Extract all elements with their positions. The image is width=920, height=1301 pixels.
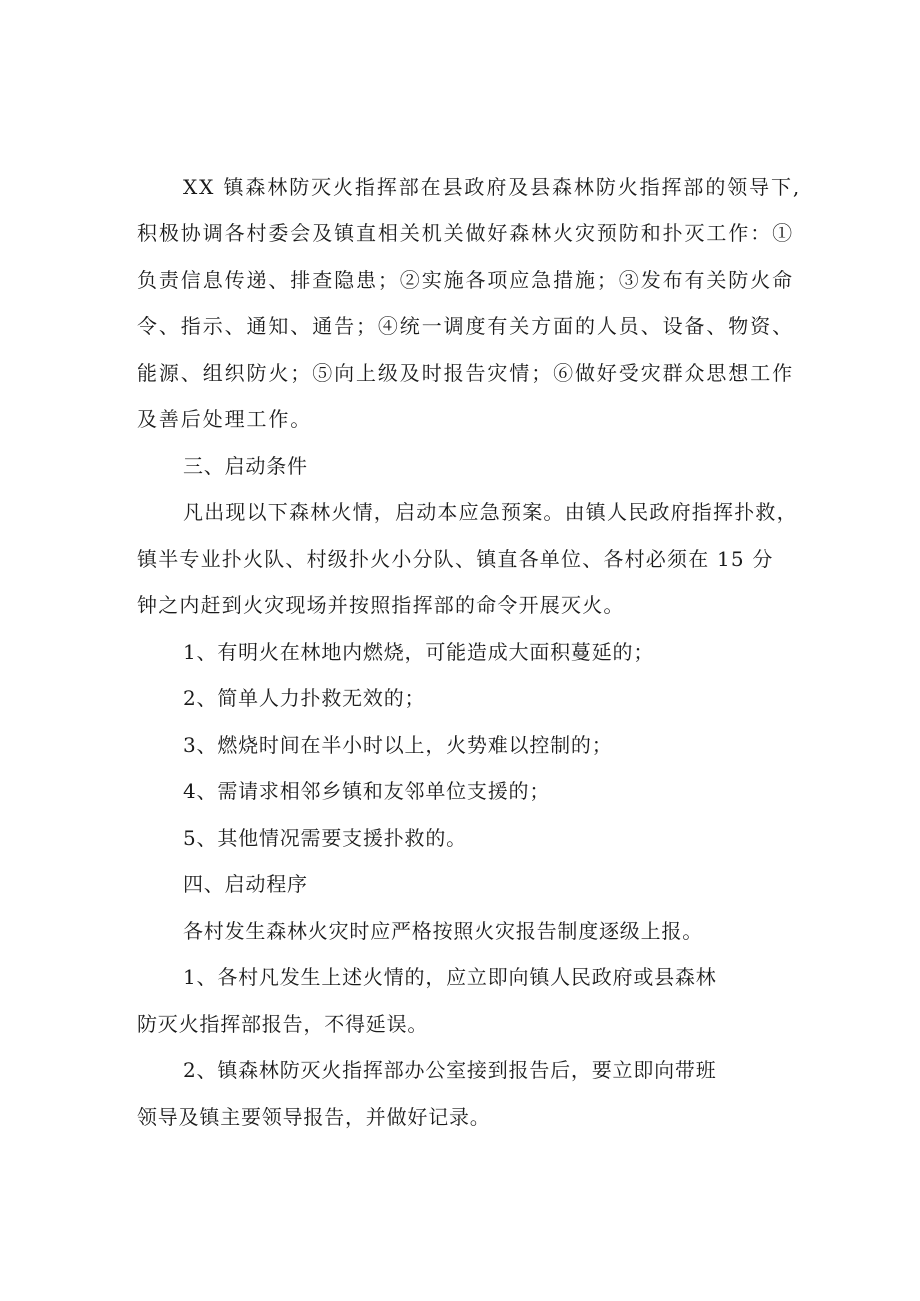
list-item: 1、有明火在林地内燃烧，可能造成大面积蔓延的； <box>183 640 655 664</box>
text-line: 令、指示、通知、通告；④统一调度有关方面的人员、设备、物资、 <box>137 314 794 338</box>
list-item: 4、需请求相邻乡镇和友邻单位支援的； <box>183 779 551 803</box>
procedure-intro: 各村发生森林火灾时应严格按照火灾报告制度逐级上报。 <box>183 919 703 943</box>
text-line: 1、各村凡发生上述火情的，应立即向镇人民政府或县森林 <box>183 965 717 989</box>
list-item: 3、燃烧时间在半小时以上，火势难以控制的； <box>183 733 613 757</box>
text-line: 积极协调各村委会及镇直相关机关做好森林火灾预防和扑灭工作：① <box>137 221 794 245</box>
text-line: 领导及镇主要领导报告，并做好记录。 <box>137 1105 491 1129</box>
text-line: 镇半专业扑火队、村级扑火小分队、镇直各单位、各村必须在 15 分 <box>137 547 774 571</box>
text-line: 2、镇森林防灭火指挥部办公室接到报告后，要立即向带班 <box>183 1058 717 1082</box>
text-line: XX 镇森林防灭火指挥部在县政府及县森林防火指挥部的领导下, <box>183 175 802 199</box>
text-line: 负责信息传递、排查隐患；②实施各项应急措施；③发布有关防火命 <box>137 268 794 292</box>
list-item: 2、简单人力扑救无效的； <box>183 686 426 710</box>
section-heading-start-conditions: 三、启动条件 <box>183 454 308 478</box>
text-line: 及善后处理工作。 <box>137 407 313 431</box>
text-line: 防灭火指挥部报告，不得延误。 <box>137 1012 429 1036</box>
text-line: 凡出现以下森林火情，启动本应急预案。由镇人民政府指挥扑救， <box>183 500 798 524</box>
text-line: 能源、组织防火；⑤向上级及时报告灾情；⑥做好受灾群众思想工作 <box>137 361 794 385</box>
section-heading-start-procedure: 四、启动程序 <box>183 872 308 896</box>
text-line: 钟之内赶到火灾现场并按照指挥部的命令开展灭火。 <box>137 593 625 617</box>
list-item: 5、其他情况需要支援扑救的。 <box>183 826 467 850</box>
